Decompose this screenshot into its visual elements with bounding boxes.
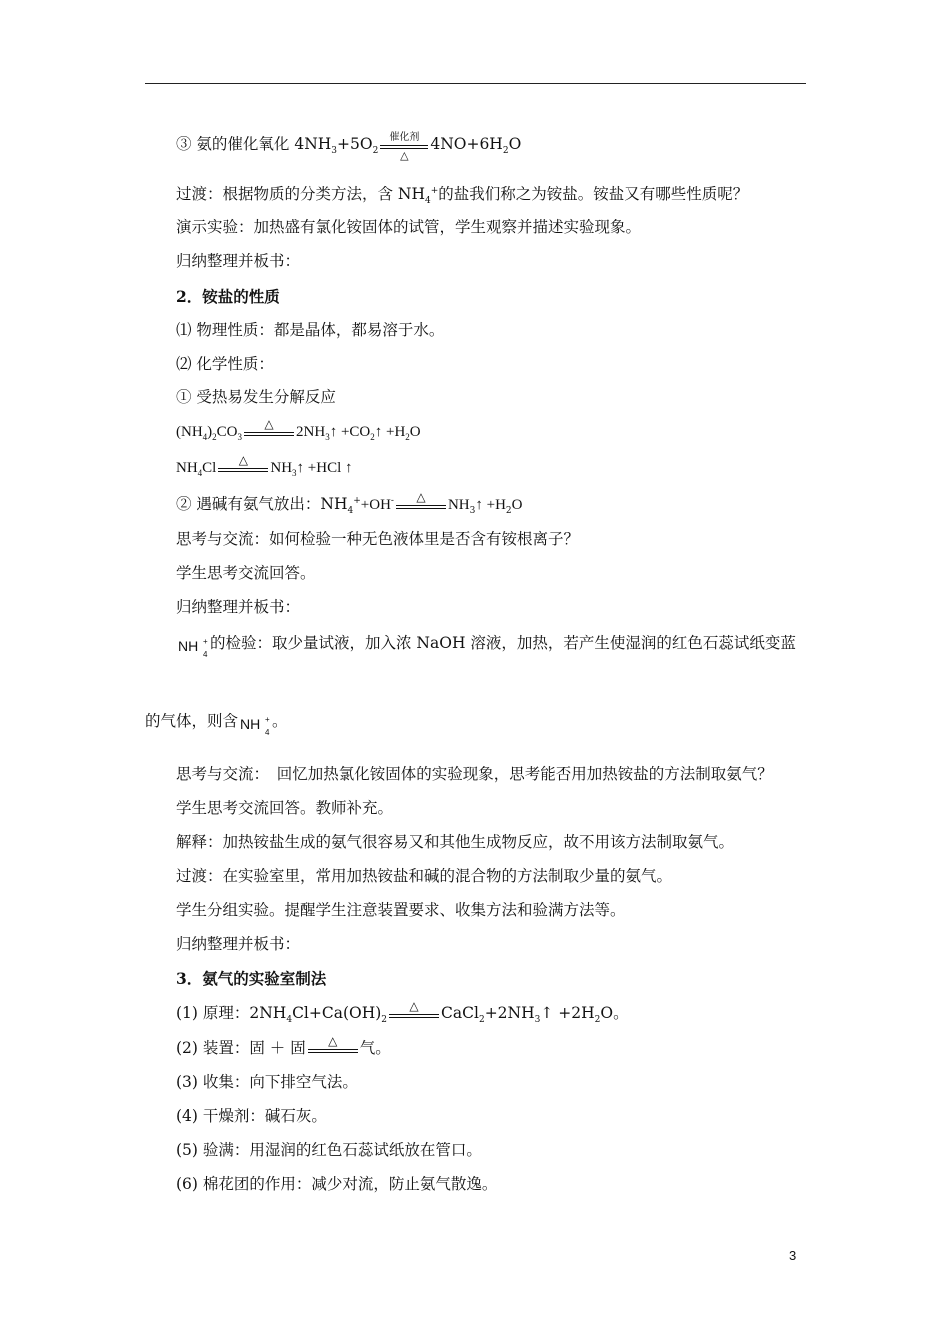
equation-ammonium-carbonate: $(NH_4)_2CO_3$ △ $2NH_3↑$ $+CO_2↑ +H_2O$: [176, 417, 421, 442]
line-transition-1: 过渡：根据物质的分类方法，含 $NH_4^+$的盐我们称之为铵盐。铵盐又有哪些性质呢？: [176, 185, 749, 207]
line-catalytic-oxidation: ③ 氨的催化氧化 $4NH_3+5O_2$ 催化剂 △ $4NO+6H_2O$: [176, 132, 522, 162]
line-group-experiment: 学生分组实验。提醒学生注意装置要求、收集方法和验满方法等。: [176, 901, 626, 919]
line-student-1: 学生思考交流回答。: [176, 564, 316, 582]
line-ammonium-test: NH + 4 的检验：取少量试液，加入浓 NaOH 溶液，加热，若产生使湿润的红色石蕊试纸变蓝: [178, 634, 796, 659]
line-explain: 解释：加热铵盐生成的氨气很容易又和其他生成物反应，故不用该方法制取氨气。: [176, 833, 735, 851]
line-transition-2: 过渡：在实验室里，常用加热铵盐和碱的混合物的方法制取少量的氨气。: [176, 867, 673, 885]
line-summary-2: 归纳整理并板书：: [176, 598, 301, 616]
line-demo: 演示实验：加热盛有氯化铵固体的试管，学生观察并描述实验现象。: [176, 218, 642, 236]
line-check-full: (5) 验满：用湿润的红色石蕊试纸放在管口。: [176, 1141, 482, 1159]
line-principle: (1) 原理：$2NH_4Cl+Ca(OH)_2$ △ $CaCl_2+2NH_3↑ +2H_2O$。: [176, 999, 629, 1026]
equation-ammonium-chloride: $NH_4Cl$ △ $NH_3↑ +HCl$ ↑: [176, 453, 353, 478]
line-chemical: ⑵ 化学性质：: [176, 355, 274, 373]
ammonium-ion: NH + 4: [240, 715, 270, 737]
heat-condition: △: [387, 1003, 441, 1023]
header-rule: [145, 83, 806, 84]
equation-base-reaction: ② 遇碱有氨气放出：$NH_4^++OH^-$ △ $NH_3↑ +H_2O$: [176, 490, 523, 517]
line-apparatus: (2) 装置：固 ＋ 固 △ 气。: [176, 1034, 391, 1057]
catalyst-condition: 催化剂 △: [378, 134, 430, 154]
line-decompose: ① 受热易发生分解反应: [176, 388, 336, 406]
line-student-2: 学生思考交流回答。教师补充。: [176, 799, 394, 817]
line-collection: (3) 收集：向下排空气法。: [176, 1073, 358, 1091]
line-desiccant: (4) 干燥剂：碱石灰。: [176, 1107, 327, 1125]
line-ammonium-test-cont: 的气体，则含 NH + 4 。: [145, 712, 288, 737]
line-think-2: 思考与交流： 回忆加热氯化铵固体的实验现象，思考能否用加热铵盐的方法制取氨气？: [176, 765, 773, 783]
heat-symbol: △: [400, 149, 409, 162]
line-physical: ⑴ 物理性质：都是晶体，都易溶于水。: [176, 321, 445, 339]
section-heading-2: 2．铵盐的性质: [176, 287, 280, 306]
section-heading-3: 3．氨气的实验室制法: [176, 969, 327, 988]
heat-condition: △: [394, 494, 448, 514]
line-cotton: (6) 棉花团的作用：减少对流，防止氨气散逸。: [176, 1175, 498, 1193]
line-summary-1: 归纳整理并板书：: [176, 252, 301, 270]
heat-condition: △: [216, 457, 270, 477]
heat-condition: △: [242, 421, 296, 441]
ammonium-ion: NH + 4: [178, 637, 208, 659]
line-summary-3: 归纳整理并板书：: [176, 935, 301, 953]
heat-condition: △: [306, 1038, 360, 1058]
page-number: 3: [789, 1248, 797, 1263]
line-think-1: 思考与交流：如何检验一种无色液体里是否含有铵根离子？: [176, 530, 580, 548]
